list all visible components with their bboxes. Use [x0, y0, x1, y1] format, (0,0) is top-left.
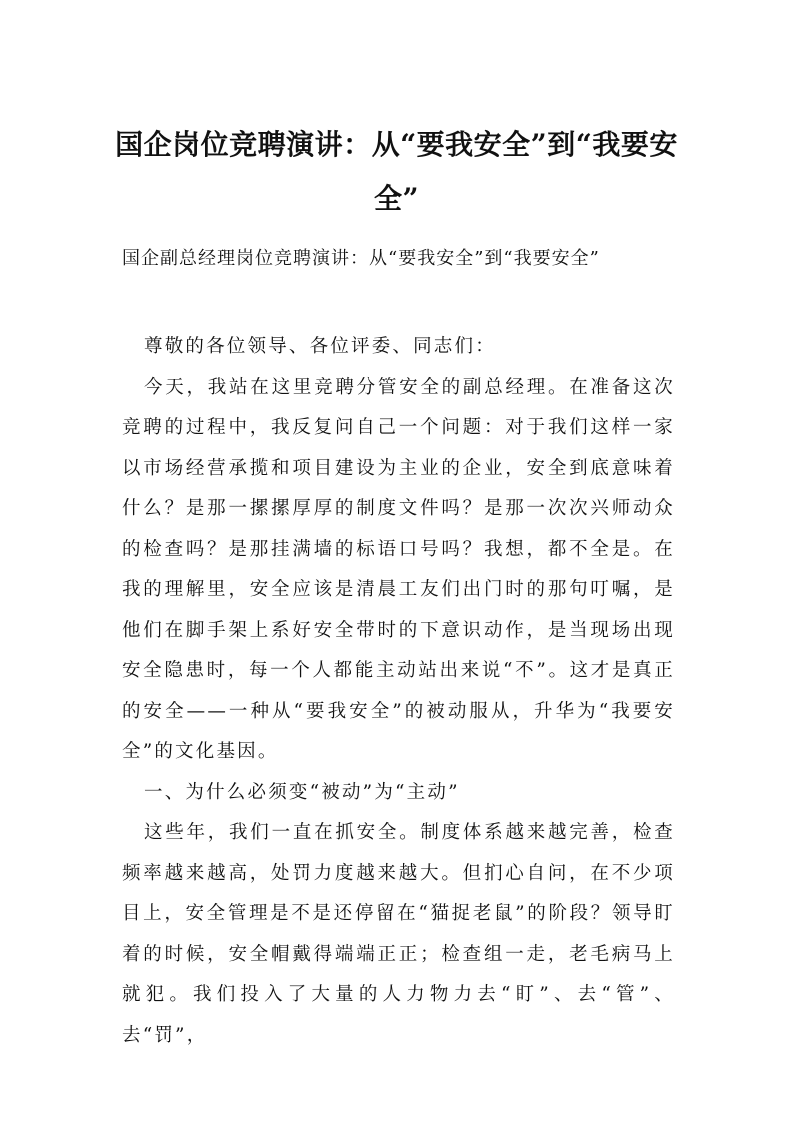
salutation-paragraph: 尊敬的各位领导、各位评委、同志们： [144, 336, 496, 357]
document-subtitle: 国企副总经理岗位竞聘演讲：从“要我安全”到“我要安全” [122, 248, 600, 269]
section-heading: 一、为什么必须变“被动”为“主动” [144, 781, 460, 803]
document-body [122, 327, 675, 1056]
section-paragraph: 这些年，我们一直在抓安全。制度体系越来越完善，检查频率越来越高，处罚力度越来越大。但扪心自问，在不少项目上，安全管理是不是还停留在“猫捉老鼠”的阶段？领导盯着的时候，安全帽戴得端端正正；检查组一走，老毛病马上就犯。我们投入了大量的人力物力去“盯”、去“管”、去“罚”， [122, 822, 675, 1046]
document-title: 国企岗位竞聘演讲：从“要我安全”到“我要安全” [115, 128, 678, 215]
intro-paragraph: 今天，我站在这里竞聘分管安全的副总经理。在准备这次竞聘的过程中，我反复问自己一个问题：对于我们这样一家以市场经营承揽和项目建设为主业的企业，安全到底意味着什么？是那一摞摞厚厚的制度文件吗？是那一次次兴师动众的检查吗？是那挂满墙的标语口号吗？我想，都不全是。在我的理解里，安全应该是清晨工友们出门时的那句叮嘱，是他们在脚手架上系好安全带时的下意识动作，是当现场出现安全隐患时，每一个人都能主动站出来说“不”。这才是真正的安全——一种从“要我安全”的被动服从，升华为“我要安全”的文化基因。 [122, 376, 675, 762]
